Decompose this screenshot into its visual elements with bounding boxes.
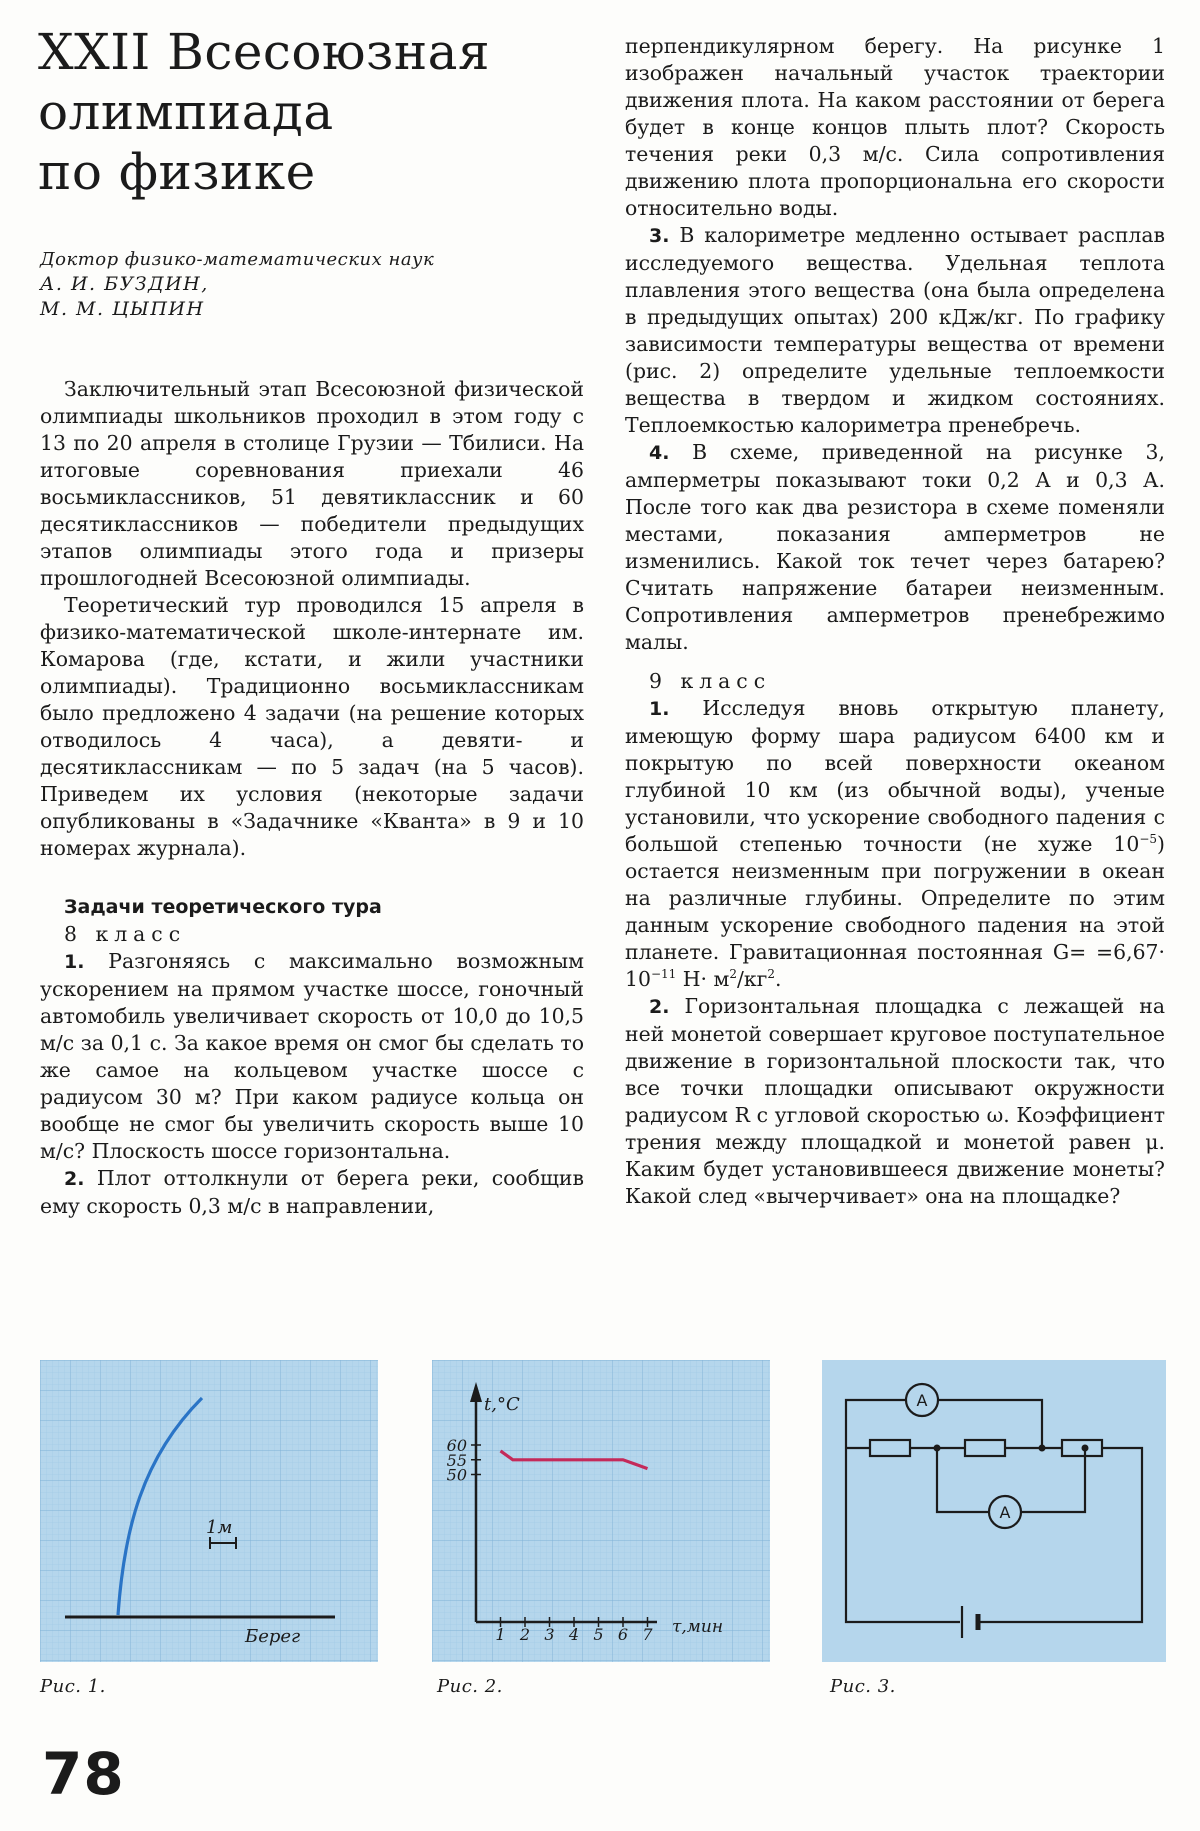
grade-9-heading: 9 класс bbox=[649, 669, 772, 693]
x-tick-label: 6 bbox=[617, 1625, 629, 1644]
problem-number: 1. bbox=[649, 698, 670, 720]
figure-1-svg bbox=[40, 1360, 378, 1662]
scale-label: 1м bbox=[206, 1517, 233, 1538]
junction-dot bbox=[1082, 1445, 1089, 1452]
problem-number: 1. bbox=[64, 951, 85, 973]
problem-8-2-continued: перпендикулярном берегу. На рисунке 1 изображен начальный участок траектории движения плота. На каком расстоянии от берега будет в конце концов плыть плот? Скорость течения реки 0,3 м/с. Сила сопротивления движению плота пропорциональна его скорости относительно воды. bbox=[625, 34, 1165, 220]
grade-8-heading: 8 класс bbox=[64, 922, 187, 946]
x-tick-label: 4 bbox=[568, 1625, 580, 1644]
junction-dot bbox=[934, 1445, 941, 1452]
article-title bbox=[38, 22, 598, 202]
intro-paragraph-2: Теоретический тур проводился 15 апреля в физико-математической школе-интернате им. Комарова (где, кстати, и жили участники олимпиады). Традиционно восьмиклассникам было предложено 4 задачи (на решение которых отводилось 4 часа), а девяти- и десятиклассникам — по 5 задач (на 5 часов). Приведем их условия (некоторые задачи опубликованы в «Задачнике «Кванта» в 9 и 10 номерах журнала). bbox=[40, 593, 584, 860]
problem-text: /кг bbox=[737, 967, 768, 991]
problem-8-4 bbox=[625, 439, 1165, 656]
problem-text: . bbox=[774, 967, 782, 991]
problem-9-1 bbox=[625, 695, 1165, 993]
problem-8-2-start bbox=[40, 1165, 584, 1220]
author-degree: Доктор физико-математических наук bbox=[40, 249, 435, 270]
y-tick-label: 55 bbox=[446, 1450, 467, 1470]
y-axis-label: t,°C bbox=[484, 1394, 520, 1415]
exponent: −11 bbox=[650, 967, 677, 982]
author-name-1: А. И. БУЗДИН, bbox=[40, 273, 209, 295]
ammeter-1-label: A bbox=[916, 1391, 928, 1410]
title-line-3: по физике bbox=[38, 143, 316, 201]
title-line-1: XXII Всесоюзная bbox=[38, 23, 491, 81]
x-tick-label: 2 bbox=[519, 1625, 531, 1644]
figure-1-raft-trajectory bbox=[40, 1360, 378, 1662]
x-tick-label: 7 bbox=[642, 1625, 653, 1644]
x-tick-label: 5 bbox=[593, 1625, 604, 1644]
problem-text: ) остается неизменным при погружении в океан на различные глубины. Определите по этим данным ускорение свободного падения на этой планете. Гравитационная постоянная G= =6,67· 10 bbox=[625, 832, 1165, 991]
problem-8-1 bbox=[40, 948, 584, 1165]
problem-text: Разгоняясь с максимально возможным ускорением на прямом участке шоссе, гоночный автомобиль увеличивает скорость от 10,0 до 10,5 м/с за 0,1 с. За какое время он смог бы сделать то же самое на кольцевом участке шоссе с радиусом 30 м? При каком радиусе кольца он вообще не смог бы увеличить скорость выше 10 м/с? Плоскость шоссе горизонтальна. bbox=[40, 949, 584, 1163]
figure-3-svg bbox=[822, 1360, 1166, 1662]
problem-text: Исследуя вновь открытую планету, имеющую форму шара радиусом 6400 км и покрытую по всей поверхности океаном глубиной 10 км (из обычной воды), ученые установили, что ускорение свободного падения с большой степенью точности (не хуже 10 bbox=[625, 696, 1166, 856]
problem-text: Плот оттолкнули от берега реки, сообщив ему скорость 0,3 м/с в направлении, bbox=[40, 1166, 584, 1218]
exponent: −5 bbox=[1139, 832, 1158, 847]
y-tick-label: 60 bbox=[446, 1436, 467, 1455]
problem-9-2 bbox=[625, 993, 1165, 1210]
problem-text: Горизонтальная площадка с лежащей на ней монетой совершает круговое поступательное движение в горизонтальной плоскости так, что все точки площадки описывают окружности радиусом R с угловой скоростью ω. Коэффициент трения между площадкой и монетой равен μ. Каким будет установившееся движение монеты? Какой след «вычерчивает» она на площадке? bbox=[625, 994, 1166, 1208]
left-column bbox=[40, 376, 584, 1220]
exponent: 2 bbox=[729, 967, 738, 982]
problem-number: 2. bbox=[649, 996, 670, 1018]
junction-dot bbox=[1039, 1445, 1046, 1452]
caption-figure-2: Рис. 2. bbox=[437, 1676, 503, 1697]
y-tick-label: 50 bbox=[446, 1465, 467, 1485]
figure-3-circuit bbox=[822, 1360, 1166, 1662]
exponent: 2 bbox=[767, 967, 775, 982]
figure-2-temperature-chart bbox=[432, 1360, 770, 1662]
figure-2-svg bbox=[432, 1360, 770, 1662]
caption-figure-1: Рис. 1. bbox=[40, 1676, 106, 1697]
section-heading: Задачи теоретического тура bbox=[64, 896, 382, 918]
problem-number: 3. bbox=[649, 225, 670, 247]
problem-text: В калориметре медленно остывает расплав исследуемого вещества. Удельная теплота плавления этого вещества (она была определена в предыдущих опытах) 200 кДж/кг. По графику зависимости температуры вещества от времени (рис. 2) определите удельные теплоемкости вещества в твердом и жидком состояниях. Теплоемкостью калориметра пренебречь. bbox=[625, 223, 1165, 437]
problem-text: В схеме, приведенной на рисунке 3, амперметры показывают токи 0,2 А и 0,3 А. После того как два резистора в схеме поменяли местами, показания амперметров не изменились. Какой ток течет через батарею? Считать напряжение батареи неизменным. Сопротивления амперметров пренебрежимо малы. bbox=[625, 440, 1166, 654]
problem-number: 2. bbox=[64, 1168, 85, 1190]
page-number: 78 bbox=[42, 1740, 125, 1808]
intro-paragraph-1: Заключительный этап Всесоюзной физической олимпиады школьников проходил в этом году с 13 по 20 апреля в столице Грузии — Тбилиси. На итоговые соревнования приехали 46 восьмиклассников, 51 девятиклассник и 60 десятиклассников — победители предыдущих этапов олимпиады этого года и призеры прошлогодней Всесоюзной олимпиады. bbox=[40, 377, 584, 590]
problem-number: 4. bbox=[649, 442, 670, 464]
problem-8-3 bbox=[625, 222, 1165, 439]
problem-text: Н· м bbox=[676, 967, 730, 991]
x-tick-label: 1 bbox=[495, 1625, 506, 1644]
ammeter-2-label: A bbox=[999, 1503, 1011, 1522]
byline bbox=[40, 247, 600, 322]
shore-label: Берег bbox=[245, 1626, 301, 1647]
author-name-2: М. М. ЦЫПИН bbox=[40, 298, 205, 320]
title-line-2: олимпиада bbox=[38, 83, 334, 141]
right-column bbox=[625, 33, 1165, 1210]
x-tick-label: 3 bbox=[544, 1625, 555, 1644]
caption-figure-3: Рис. 3. bbox=[830, 1676, 896, 1697]
x-axis-label: τ,мин bbox=[672, 1617, 724, 1637]
